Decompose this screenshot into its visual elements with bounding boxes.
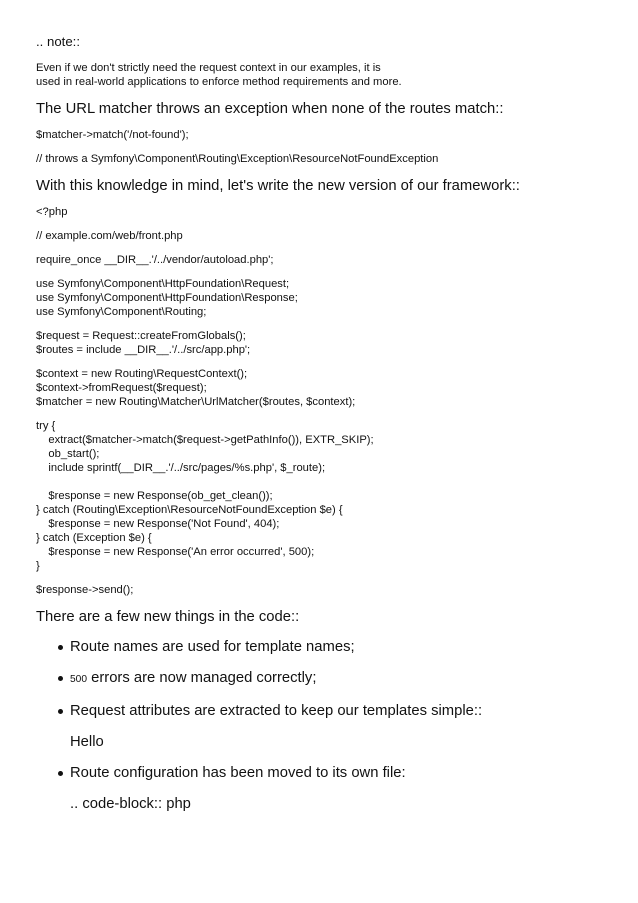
note-line: Even if we don't strictly need the request context in our examples, it is: [36, 62, 381, 74]
note-title: .. note::: [36, 34, 80, 49]
code-line: $response = new Response(ob_get_clean());: [36, 490, 273, 502]
list-item: [58, 764, 616, 813]
code-block-use: [36, 277, 616, 319]
code-line: } catch (Exception $e) {: [36, 532, 152, 544]
heading-new-version: With this knowledge in mind, let's write the new version of our framework::: [36, 178, 520, 194]
bullet-icon: [58, 676, 63, 681]
code-line: $response = new Response('An error occurred', 500);: [36, 546, 315, 558]
inline-code: 500: [70, 674, 87, 685]
list-item-text: errors are now managed correctly;: [87, 670, 317, 686]
code-line: $matcher = new Routing\Matcher\UrlMatcher($routes, $context);: [36, 396, 356, 408]
code-line: $request = Request::createFromGlobals();: [36, 330, 246, 342]
code-block-comment-file: [36, 229, 616, 243]
code-line: $context = new Routing\RequestContext();: [36, 368, 248, 380]
note-paragraph: [36, 61, 616, 89]
heading-url-matcher: The URL matcher throws an exception when none of the routes match::: [36, 101, 504, 117]
code-line: $routes = include __DIR__.'/../src/app.php';: [36, 344, 251, 356]
code-line: $response = new Response('Not Found', 404);: [36, 518, 280, 530]
list-item: [58, 702, 616, 751]
feature-list: [36, 638, 616, 813]
code-line: use Symfony\Component\HttpFoundation\Request;: [36, 278, 290, 290]
bullet-icon: [58, 771, 63, 776]
code-line: <?php: [36, 206, 68, 218]
heading-new-things: There are a few new things in the code::: [36, 609, 300, 625]
code-throws-comment: // throws a Symfony\Component\Routing\Exception\ResourceNotFoundException: [36, 153, 439, 165]
code-block-try: [36, 419, 616, 573]
list-item-subtext: .. code-block:: php: [70, 796, 191, 812]
code-line: extract($matcher->match($request->getPathInfo()), EXTR_SKIP);: [36, 434, 374, 446]
bullet-icon: [58, 645, 63, 650]
document-page: [36, 34, 616, 813]
code-line: // example.com/web/front.php: [36, 230, 183, 242]
code-block-request: [36, 329, 616, 357]
code-match-not-found: $matcher->match('/not-found');: [36, 129, 189, 141]
note-line: used in real-world applications to enforce method requirements and more.: [36, 76, 402, 88]
code-line: include sprintf(__DIR__.'/../src/pages/%s.php', $_route);: [36, 462, 326, 474]
code-line: try {: [36, 420, 56, 432]
list-item-subtext: Hello: [70, 734, 104, 750]
code-line: } catch (Routing\Exception\ResourceNotFoundException $e) {: [36, 504, 343, 516]
list-item-text: Route configuration has been moved to its own file:: [70, 765, 406, 781]
code-line: use Symfony\Component\Routing;: [36, 306, 207, 318]
bullet-icon: [58, 709, 63, 714]
code-line: [36, 475, 616, 489]
list-item-text: Request attributes are extracted to keep our templates simple::: [70, 703, 483, 719]
code-block-require: [36, 253, 616, 267]
code-line: $context->fromRequest($request);: [36, 382, 207, 394]
code-block-context: [36, 367, 616, 409]
code-line: }: [36, 560, 40, 572]
code-line: use Symfony\Component\HttpFoundation\Response;: [36, 292, 298, 304]
code-line: require_once __DIR__.'/../vendor/autoload.php';: [36, 254, 274, 266]
list-item-text: Route names are used for template names;: [70, 639, 355, 655]
code-line: $response->send();: [36, 584, 134, 596]
code-line: ob_start();: [36, 448, 100, 460]
code-block-php-open: [36, 205, 616, 219]
list-item: [58, 638, 616, 656]
list-item: [58, 669, 616, 689]
code-block-send: [36, 583, 616, 597]
